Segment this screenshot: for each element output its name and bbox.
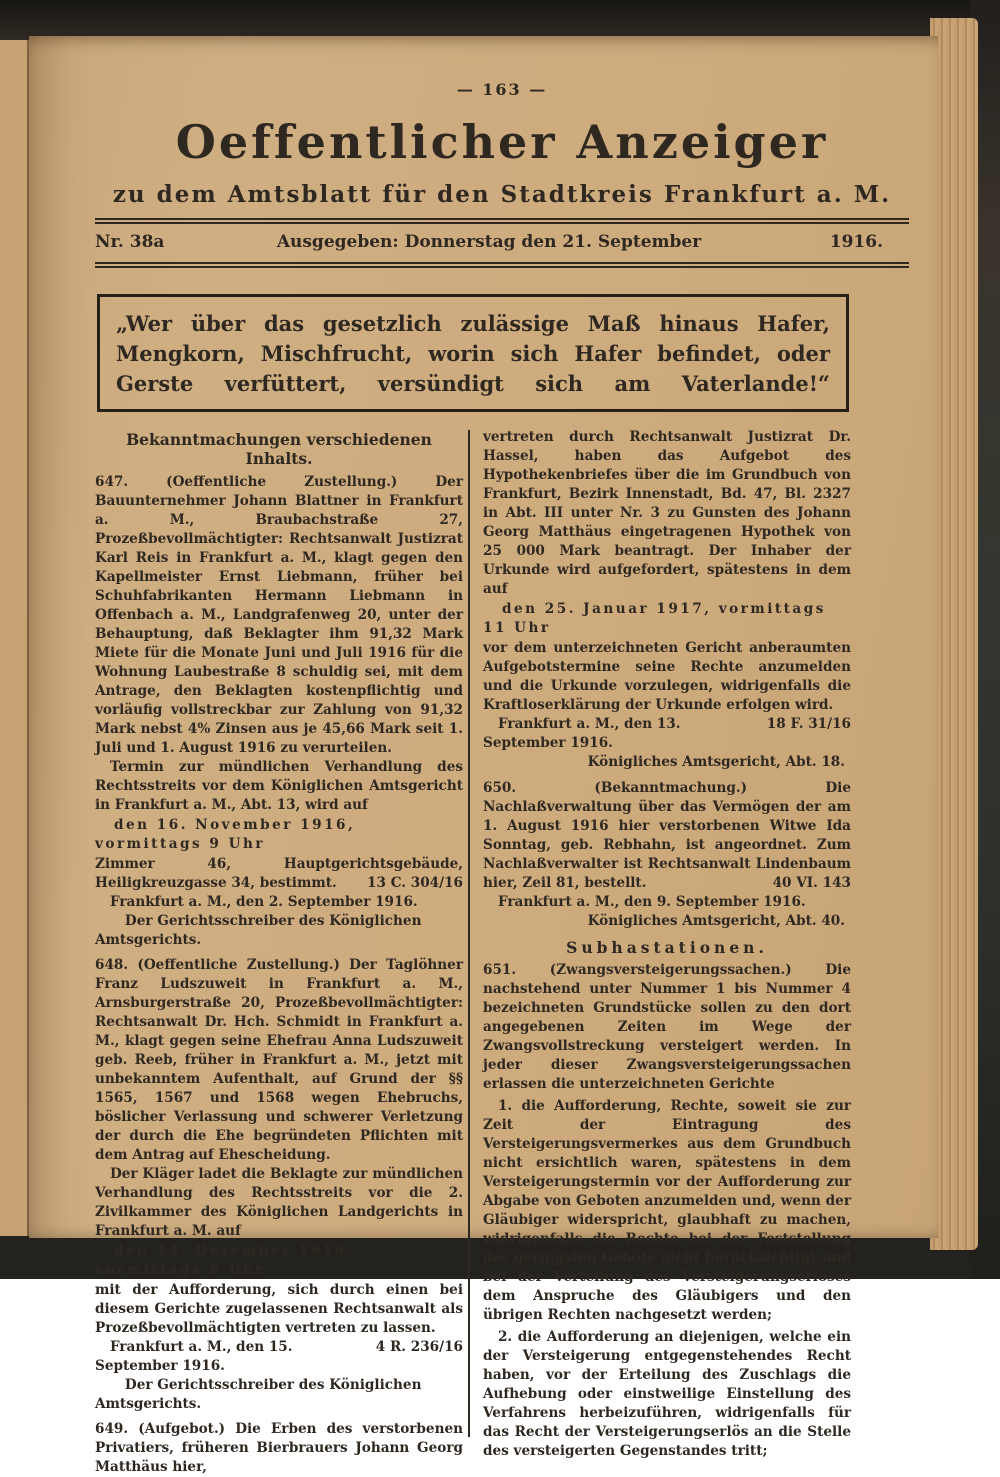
column-divider-rule [468,430,470,1437]
notice-647-termin: Termin zur mündlichen Verhandlung des Rechtsstreits vor dem Königlichen Amtsgericht in Frankfurt a. M., Abt. 13, wird auf [95,759,463,813]
notice-648-text: 648. (Oeffentliche Zustellung.) Der Taglöhner Franz Ludszuweit in Frankfurt a. M., Arnsburgerstraße 20, Prozeßbevollmächtigter: Rechtsanwalt Dr. Hch. Schmidt in Frankfurt a. M., klagt gegen seine Ehefrau Anna Ludszuweit geb. Reeb, früher in Frankfurt a. M., jetzt mit unbekanntem Aufenthalt, auf Grund der §§ 1565, 1567 und 1568 wegen Ehebruchs, böslicher Verlassung und schwerer Verletzung der durch die Ehe begründeten Pflichten mit dem Antrag auf Ehescheidung. [95,957,463,1163]
right-column [483,428,851,1477]
two-column-body [95,428,857,1477]
notice-651-item-1: 1. die Aufforderung, Rechte, soweit sie zur Zeit der Eintragung des Versteigerungsvermerkes aus dem Grundbuch nicht ersichtlich waren, spätestens in dem Versteigerungstermin vor der Aufforderung zur Abgabe von Geboten anzumelden und, wenn der Gläubiger widerspricht, glaubhaft zu machen, widrigenfalls die Rechte bei der Feststellung des geringsten Gebots nicht berücksichtigt und bei der Verteilung des Versteigerungserlöses dem Anspruche des Gläubigers und den übrigen Rechten nachgesetzt werden; [483,1098,851,1323]
notice-647-text: 647. (Oeffentliche Zustellung.) Der Bauunternehmer Johann Blattner in Frankfurt a. M., Braubachstraße 27, Prozeßbevollmächtigter: Rechtsanwalt Justizrat Karl Reis in Frankfurt a. M., klagt gegen den Kapellmeister Ernst Liebmann, früher bei Schuhfabrikanten Hermann Liebmann in Offenbach a. M., Landgrafenweg 20, unter der Behauptung, daß Beklagter ihm 91,32 Mark Miete für die Monate Juni und Juli 1916 für die Wohnung Laubestraße 8 schuldig sei, mit dem Antrage, den Beklagten kostenpflichtig und vorläufig vollstreckbar zur Zahlung von 91,32 Mark nebst 4% Zinsen aus je 45,66 Mark seit 1. Juli und 1. August 1916 zu verurteilen. [95,474,463,756]
notice-648-docket-ref: 4 R. 236/16 [375,1339,463,1355]
page-number: — 163 — [456,80,548,99]
slogan-line-3: Gerste verfüttert, versündigt sich am Vaterlande!“ [116,371,830,396]
notice-648-summons: Der Kläger ladet die Beklagte zur mündlichen Verhandlung des Rechtsstreits vor die 2. Zivilkammer des Königlichen Landgerichts in Frankfurt a. M. auf [95,1166,463,1239]
masthead-title: Oeffentlicher Anzeiger [175,115,829,169]
notice-648-hearing-date: den 14. Dezember 1916, vormittags 9 Uhr [95,1243,354,1278]
slogan-line-1: „Wer über das gesetzlich zulässige Maß hinaus Hafer, [116,311,830,336]
notice-647-signature: Der Gerichtsschreiber des Königlichen Amtsgerichts. [95,913,422,948]
notice-649-hearing-date: den 25. Januar 1917, vormittags 11 Uhr [483,601,826,636]
left-column [95,428,463,1477]
section-heading: Bekanntmachungen verschiedenen Inhalts. [126,430,432,468]
notice-649-continuation: vertreten durch Rechtsanwalt Justizrat Dr. Hassel, haben das Aufgebot des Hypothekenbriefes über die im Grundbuch von Frankfurt, Bezirk Innenstadt, Bd. 47, Bl. 2327 in Abt. III unter Nr. 3 zu Gunsten des Johann Georg Matthäus eingetragenen Hypothek von 25 000 Mark beantragt. Der Inhaber der Urkunde wird aufgefordert, spätestens in dem auf [483,429,851,597]
notice-648-requirement: mit der Aufforderung, sich durch einen bei diesem Gerichte zugelassenen Rechtsanwalt als Prozeßbevollmächtigten vertreten zu lassen. 4 R. 236/16 [95,1282,463,1355]
masthead-rule-top [95,218,909,224]
notice-649-start: 649. (Aufgebot.) Die Erben des verstorbenen Privatiers, früheren Bierbrauers Johann Georg Matthäus hier, [95,1421,463,1475]
notice-650-court-signature: Königliches Amtsgericht, Abt. 40. [587,913,845,929]
notice-649-court-signature: Königliches Amtsgericht, Abt. 18. [587,754,845,770]
notice-649-terms: vor dem unterzeichneten Gericht anberaumten Aufgebotstermine seine Rechte anzumelden und die Urkunde vorzulegen, widrigenfalls die Kraftloserklärung der Urkunde erfolgen wird. 18 F. 31/16 [483,640,851,732]
subsection-heading: Subhastationen. [566,938,768,957]
notice-647-place-date: Frankfurt a. M., den 2. September 1916. [109,894,418,910]
notice-647-docket-ref: 13 C. 304/16 [367,875,463,891]
dateline [95,232,909,252]
publication-date: Ausgegeben: Donnerstag den 21. September [276,232,702,252]
publication-year: 1916. [829,232,883,252]
notice-650-place-date: Frankfurt a. M., den 9. September 1916. [497,894,806,910]
slogan-line-2: Mengkorn, Mischfrucht, worin sich Hafer befindet, oder [116,341,830,366]
notice-650-docket-ref: 40 VI. 143 [772,875,851,891]
notice-650-text: 650. (Bekanntmachung.) Die Nachlaßverwaltung über das Vermögen der am 1. August 1916 hier verstorbenen Witwe Ida Sonntag, geb. Rebhahn, ist angeordnet. Zum Nachlaßverwalter ist Rechtsanwalt Lindenbaum hier, Zeil 81, bestellt. 40 VI. 143 [483,780,851,891]
page-content [95,80,909,1477]
notice-649-docket-ref: 18 F. 31/16 [766,716,851,732]
masthead-rule-bottom [95,262,909,268]
notice-647-room: Zimmer 46, Hauptgerichtsgebäude, Heiligkreuzgasse 34, bestimmt. 13 C. 304/16 [95,856,463,891]
slogan-box [97,294,849,412]
notice-649-place-date: Frankfurt a. M., den 13. September 1916. [483,716,681,751]
notice-648-place-date: Frankfurt a. M., den 15. September 1916. [95,1339,293,1374]
notice-647-hearing-date: den 16. November 1916, vormittags 9 Uhr [95,817,356,852]
notice-651-text: 651. (Zwangsversteigerungssachen.) Die nachstehend unter Nummer 1 bis Nummer 4 bezeichneten Grundstücke sollen zu den dort angegebenen Zeiten im Wege der Zwangsvollstreckung versteigert werden. In jeder dieser Zwangsversteigerungssachen erlassen die unterzeichneten Gerichte [483,962,851,1092]
newspaper-page [29,36,938,1475]
notice-651-item-2: 2. die Aufforderung an diejenigen, welche ein der Versteigerung entgegenstehendes Recht haben, vor der Erteilung des Zuschlags die Aufhebung oder einstweilige Einstellung des Verfahrens herbeizuführen, widrigenfalls für das Recht der Versteigerungserlös an die Stelle des versteigerten Gegenstandes tritt; [483,1329,851,1459]
masthead-subtitle: zu dem Amtsblatt für den Stadtkreis Frankfurt a. M. [112,181,892,208]
underlying-page-sliver [0,40,29,1236]
notice-648-signature: Der Gerichtsschreiber des Königlichen Amtsgerichts. [95,1377,422,1412]
issue-number: Nr. 38a [95,232,165,252]
